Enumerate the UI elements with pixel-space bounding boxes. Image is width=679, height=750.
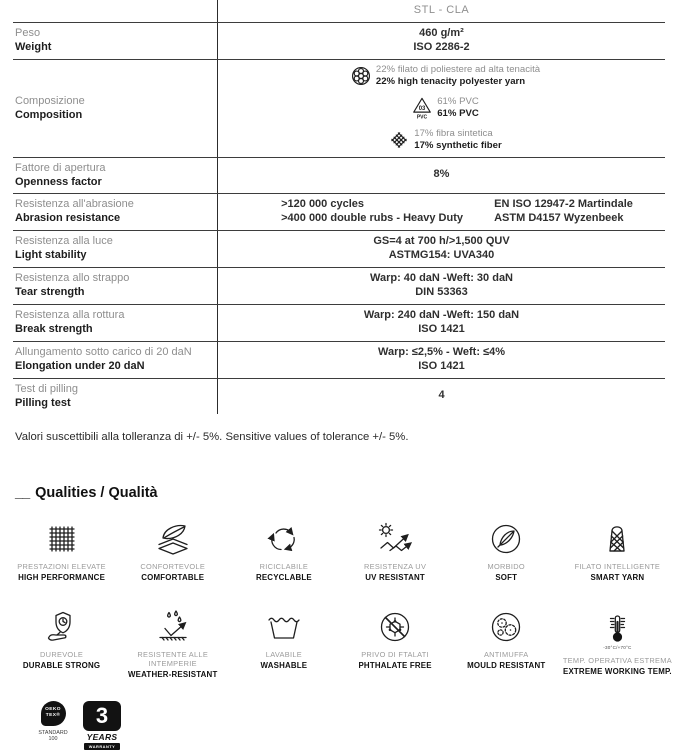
temp-range-label: -30°C/+70°C bbox=[603, 645, 632, 650]
row-value bbox=[218, 305, 665, 341]
row-value bbox=[218, 379, 665, 414]
warranty-badge bbox=[83, 701, 121, 750]
value-line: 8% bbox=[433, 168, 450, 181]
standard-line: EN ISO 12947-2 Martindale bbox=[494, 197, 633, 210]
composition-text bbox=[437, 96, 479, 121]
no-phthalate-icon bbox=[378, 602, 412, 644]
label-it: Resistenza all'abrasione bbox=[15, 198, 134, 210]
composition-it: 61% PVC bbox=[437, 95, 479, 107]
standard-line: ASTMG154: UVA340 bbox=[388, 249, 495, 261]
feather-circle-icon bbox=[489, 514, 523, 556]
label-en: Tear strength bbox=[15, 286, 85, 298]
composition-text bbox=[376, 64, 540, 89]
oeko-line1: OEKO bbox=[45, 707, 61, 713]
thermometer-icon bbox=[600, 602, 634, 644]
model-code-text: STL - CLA bbox=[413, 4, 470, 16]
header-spacer bbox=[13, 0, 218, 22]
composition-it: 17% fibra sintetica bbox=[414, 127, 493, 139]
quality-label-en: SOFT bbox=[495, 572, 518, 582]
table-row-abrasion bbox=[13, 194, 665, 231]
quality-high-performance bbox=[6, 514, 117, 583]
quality-label-it: CONFORTEVOLE bbox=[140, 561, 206, 571]
oeko-standard: STANDARD bbox=[38, 729, 68, 736]
title-underscore-prefix: __ bbox=[15, 484, 30, 501]
table-row-weight bbox=[13, 23, 665, 60]
shield-hand-icon bbox=[45, 602, 79, 644]
quality-label-it: MORBIDO bbox=[487, 561, 525, 571]
quality-label-en: DURABLE STRONG bbox=[22, 661, 101, 670]
quality-label-en: UV RESISTANT bbox=[365, 572, 425, 582]
yarn-cone-icon bbox=[600, 514, 634, 556]
value-line: Warp: 40 daN -Weft: 30 daN bbox=[369, 271, 514, 284]
row-label bbox=[13, 158, 218, 193]
svg-text:03: 03 bbox=[418, 105, 426, 112]
layers-leaf-icon bbox=[156, 514, 190, 556]
quality-durable-strong bbox=[6, 602, 117, 680]
recycle-arrows-icon bbox=[267, 514, 301, 556]
standard-line: ISO 1421 bbox=[418, 360, 465, 372]
table-row-elongation bbox=[13, 342, 665, 379]
value-line: >400 000 double rubs - Heavy Duty bbox=[281, 212, 463, 224]
quality-label-it: LAVABILE bbox=[265, 650, 303, 659]
weave-grid-icon bbox=[45, 514, 79, 556]
oeko-100: 100 bbox=[48, 736, 58, 743]
washtub-icon bbox=[266, 602, 302, 644]
value-line: Warp: 240 daN -Weft: 150 daN bbox=[363, 308, 520, 321]
composition-text bbox=[414, 128, 501, 153]
label-it: Allungamento sotto carico di 20 daN bbox=[15, 346, 192, 358]
row-label bbox=[13, 23, 218, 59]
composition-pvc bbox=[411, 96, 479, 121]
tolerance-note: Valori suscettibili alla tolleranza di +/- 5%. Sensitive values of tolerance +/- 5%. bbox=[15, 430, 409, 443]
quality-label-it: FILATO INTELLIGENTE bbox=[574, 561, 661, 571]
oeko-tex-badge bbox=[31, 701, 75, 743]
quality-label-it: ANTIMUFFA bbox=[483, 650, 529, 659]
label-en: Abrasion resistance bbox=[15, 212, 121, 224]
label-it: Peso bbox=[15, 27, 41, 39]
value-line: GS=4 at 700 h/>1,500 QUV bbox=[373, 234, 510, 247]
pvc-recycle-triangle-icon bbox=[411, 96, 433, 120]
oeko-line2: TEX® bbox=[45, 713, 61, 718]
table-header-row bbox=[13, 0, 665, 23]
quality-smart-yarn bbox=[562, 514, 673, 583]
label-it: Resistenza allo strappo bbox=[15, 272, 130, 284]
quality-label-it: DUREVOLE bbox=[40, 650, 84, 659]
svg-text:PVC: PVC bbox=[417, 114, 428, 120]
composition-en: 61% PVC bbox=[437, 108, 479, 119]
table-row-composition bbox=[13, 60, 665, 158]
row-label bbox=[13, 194, 218, 230]
warranty-number-box bbox=[83, 701, 121, 731]
quality-label-en: HIGH PERFORMANCE bbox=[18, 572, 106, 582]
quality-extreme-temp bbox=[562, 602, 673, 680]
standard-line: DIN 53363 bbox=[415, 286, 468, 298]
label-it: Resistenza alla luce bbox=[15, 235, 113, 247]
quality-label-en: RECYCLABLE bbox=[255, 572, 312, 582]
label-en: Pilling test bbox=[15, 396, 71, 409]
table-row-tear-strength bbox=[13, 268, 665, 305]
row-label bbox=[13, 305, 218, 341]
label-en: Elongation under 20 daN bbox=[15, 360, 145, 372]
quality-label-it: PRESTAZIONI ELEVATE bbox=[17, 561, 106, 571]
warranty-number: 3 bbox=[95, 702, 109, 728]
label-it: Fattore di apertura bbox=[15, 161, 106, 174]
quality-label-en: PHTHALATE FREE bbox=[358, 661, 432, 670]
mould-spots-icon bbox=[489, 602, 523, 644]
table-row-break-strength bbox=[13, 305, 665, 342]
row-label bbox=[13, 342, 218, 378]
composition-synthetic bbox=[388, 128, 501, 153]
sun-arrow-icon bbox=[377, 514, 413, 556]
quality-label-it: RESISTENTE ALLE INTEMPERIE bbox=[137, 650, 209, 668]
row-value bbox=[218, 268, 665, 304]
value-line: >120 000 cycles bbox=[281, 197, 364, 210]
row-value bbox=[218, 23, 665, 59]
table-row-openness bbox=[13, 158, 665, 194]
label-en: Composition bbox=[15, 108, 83, 121]
certification-badges bbox=[31, 701, 679, 750]
row-label bbox=[13, 268, 218, 304]
standard-line: ISO 2286-2 bbox=[413, 41, 470, 53]
label-en: Light stability bbox=[15, 249, 87, 261]
quality-label-en: SMART YARN bbox=[590, 572, 645, 582]
oeko-tex-subtitle bbox=[38, 730, 67, 743]
quality-label-en: COMFORTABLE bbox=[141, 572, 205, 582]
quality-label-en: MOULD RESISTANT bbox=[467, 661, 546, 670]
value-line: 4 bbox=[438, 389, 445, 402]
rain-deflect-icon bbox=[156, 602, 190, 644]
composition-polyester bbox=[350, 64, 540, 89]
composition-values bbox=[218, 60, 665, 157]
quality-phthalate-free bbox=[339, 602, 450, 680]
quality-label-it: RESISTENZA UV bbox=[363, 561, 427, 571]
composition-en: 17% synthetic fiber bbox=[414, 140, 502, 151]
row-value bbox=[218, 158, 665, 193]
quality-weather-resistant bbox=[117, 602, 228, 680]
quality-washable bbox=[228, 602, 339, 680]
quality-label-it: TEMP. OPERATIVA ESTREMA bbox=[562, 656, 672, 665]
warranty-warranty-label: WARRANTY bbox=[84, 743, 120, 750]
composition-it: 22% filato di poliestere ad alta tenacità bbox=[375, 63, 541, 75]
label-en: Openness factor bbox=[15, 175, 102, 188]
spec-table bbox=[13, 0, 665, 414]
label-en: Weight bbox=[15, 41, 52, 53]
value-line: 460 g/m² bbox=[419, 26, 464, 39]
table-row-light-stability bbox=[13, 231, 665, 268]
label-it: Resistenza alla rottura bbox=[15, 309, 125, 321]
row-label bbox=[13, 231, 218, 267]
standard-line: ISO 1421 bbox=[418, 323, 465, 335]
model-code bbox=[218, 0, 665, 22]
value-line: Warp: ≤2,5% - Weft: ≤4% bbox=[378, 345, 505, 358]
weave-swatch-icon bbox=[388, 129, 410, 151]
row-label bbox=[13, 379, 218, 414]
quality-comfortable bbox=[117, 514, 228, 583]
label-en: Break strength bbox=[15, 323, 93, 335]
standard-line: ASTM D4157 Wyzenbeek bbox=[494, 212, 624, 224]
warranty-years-label: YEARS bbox=[86, 731, 118, 742]
qualities-title bbox=[15, 485, 665, 501]
row-value bbox=[218, 342, 665, 378]
quality-recyclable bbox=[228, 514, 339, 583]
quality-uv-resistant bbox=[339, 514, 450, 583]
quality-mould-resistant bbox=[451, 602, 562, 680]
qualities-title-text: Qualities / Qualità bbox=[35, 484, 158, 501]
row-label bbox=[13, 60, 218, 157]
quality-soft bbox=[451, 514, 562, 583]
oeko-tex-logo-icon bbox=[41, 701, 66, 726]
label-it: Test di pilling bbox=[15, 382, 78, 395]
quality-label-it: RICICLABILE bbox=[259, 561, 309, 571]
row-value bbox=[218, 231, 665, 267]
quality-label-it: PRIVO DI FTALATI bbox=[361, 650, 429, 659]
label-it: Composizione bbox=[15, 94, 85, 107]
composition-en: 22% high tenacity polyester yarn bbox=[375, 76, 526, 87]
row-value bbox=[218, 194, 665, 230]
quality-label-en: EXTREME WORKING TEMP. bbox=[562, 667, 672, 676]
qualities-grid bbox=[6, 514, 673, 680]
quality-label-en: WEATHER-RESISTANT bbox=[128, 670, 218, 679]
yarn-ball-icon bbox=[350, 65, 372, 87]
table-row-pilling bbox=[13, 379, 665, 414]
quality-label-en: WASHABLE bbox=[260, 661, 308, 670]
